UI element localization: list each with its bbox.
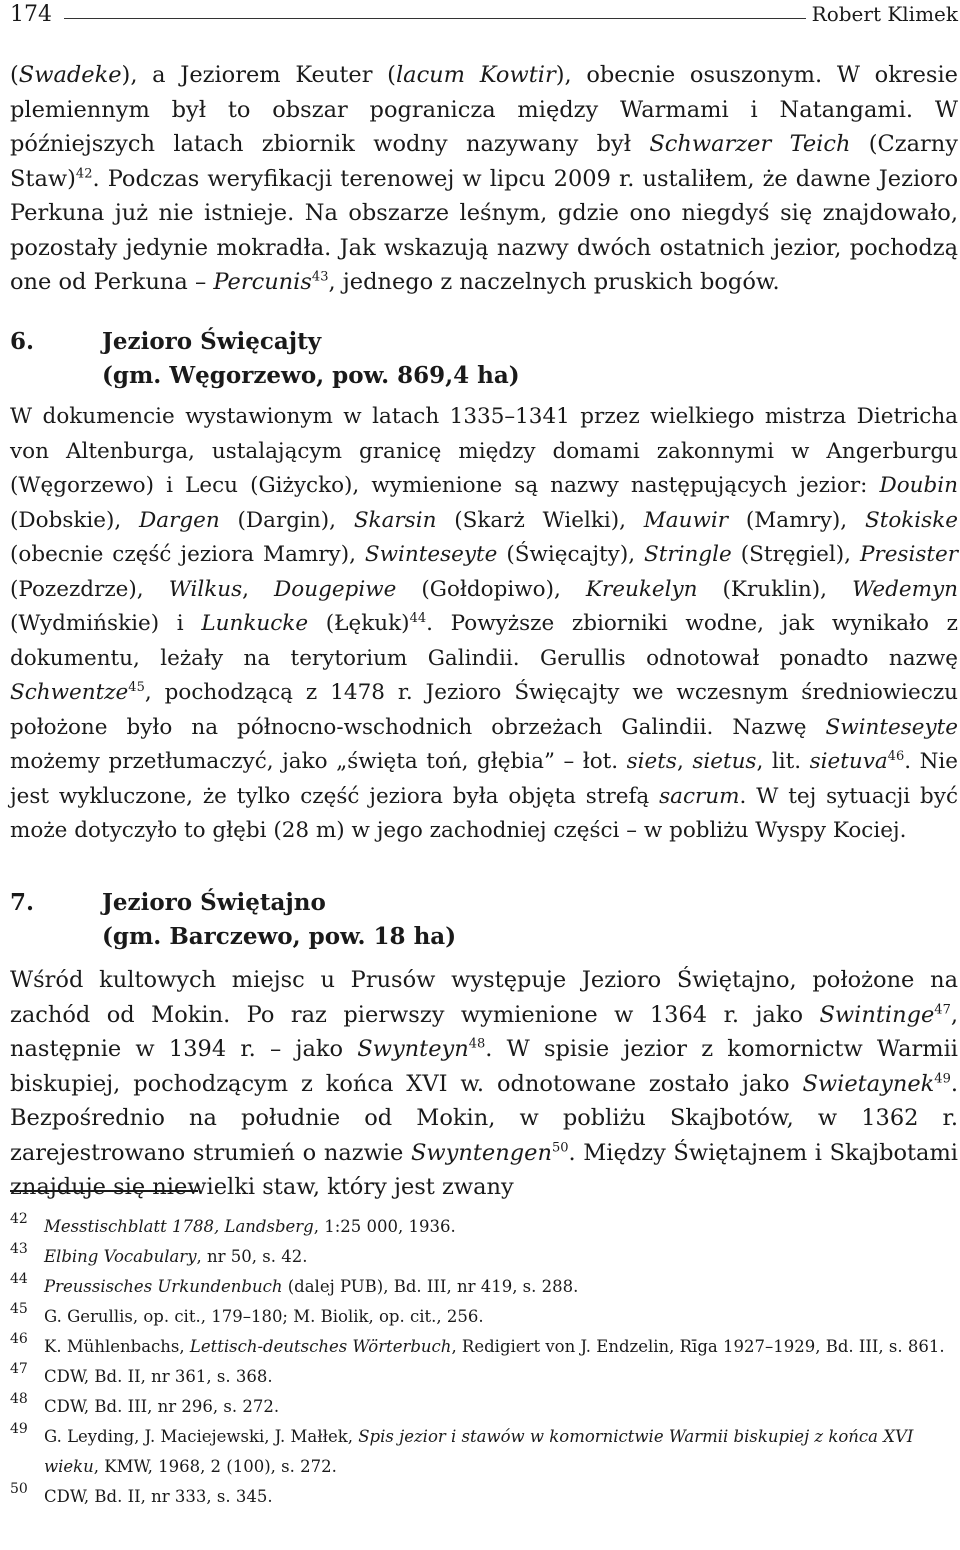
text: . Między Świętajnem i Skajbotami znajduje się niewielki staw, który jest zwany (10, 1139, 958, 1200)
footnote-number: 49 (10, 1421, 28, 1437)
footnote-text: G. Gerullis, op. cit., 179–180; M. Biolik, op. cit., 256. (44, 1307, 484, 1326)
text: (obecnie część jeziora Mamry), (10, 542, 365, 567)
text: . W spisie jezior z komornictw Warmii biskupiej, pochodzącym z końca XVI w. odnotowane zostało jako (10, 1036, 959, 1097)
italic-name: siets (626, 749, 677, 774)
italic-name: Lunkucke (201, 611, 309, 636)
italic-name: Wedemyn (852, 576, 959, 602)
text: . Nie jest wykluczone, że tylko część jeziora była objęta strefą (10, 749, 958, 809)
footnote-italic: Messtischblatt 1788, Landsberg (44, 1217, 314, 1236)
text: (Dargin), (219, 507, 354, 533)
footnote (10, 1272, 958, 1302)
text: (Czarny Staw) (10, 131, 958, 192)
footnote-text: G. Leyding, J. Maciejewski, J. Małłek, (44, 1427, 359, 1446)
text: , (676, 749, 693, 774)
paragraph-perkun (10, 58, 958, 300)
footnote-number: 44 (10, 1271, 28, 1287)
section-heading-7 (10, 886, 958, 954)
footnote-number: 50 (10, 1481, 28, 1497)
footnote (10, 1242, 958, 1272)
footnote-ref: 46 (887, 748, 905, 764)
text: możemy przetłumaczyć, jako „święta toń, głębia” – łot. (10, 749, 627, 774)
italic-name: sietus (692, 749, 757, 774)
footnote (10, 1332, 958, 1362)
footnote (10, 1482, 958, 1512)
footnote-number: 42 (10, 1211, 28, 1227)
italic-name: Schwarzer Teich (649, 131, 851, 157)
text: ), a Jeziorem Keuter ( (121, 62, 396, 88)
footnote-ref: 49 (934, 1071, 951, 1086)
footnote-italic: Spis jezior i stawów w komornictwie Warmii biskupiej z końca XVI wieku (44, 1427, 914, 1476)
text: (Stręgiel), (731, 542, 860, 567)
footnote-ref: 47 (934, 1002, 951, 1017)
footnote-ref: 45 (128, 679, 145, 695)
running-header (10, 2, 958, 32)
italic-name: sacrum (659, 783, 740, 809)
footnote-separator (10, 1190, 198, 1192)
footnote (10, 1302, 958, 1332)
italic-name: Schwentze (10, 680, 129, 705)
italic-name: Dougepiwe (274, 576, 397, 602)
italic-name: Percunis (213, 269, 312, 295)
page-number: 174 (10, 2, 52, 27)
footnote-text: CDW, Bd. II, nr 333, s. 345. (44, 1487, 273, 1506)
text: (Kruklin), (697, 576, 853, 602)
text: , jednego z naczelnych pruskich bogów. (328, 269, 780, 295)
footnote-number: 43 (10, 1241, 28, 1257)
footnote-ref: 50 (551, 1140, 569, 1155)
text: (Wydmińskie) i (10, 611, 202, 636)
text: ( (10, 62, 19, 88)
text: . Powyższe zbiorniki wodne, jak wynikało z dokumentu, leżały na terytorium Galindii. Gerullis odnotował ponadto nazwę (10, 611, 958, 671)
footnote-number: 47 (10, 1361, 28, 1377)
footnote-text: (dalej PUB), Bd. III, nr 419, s. 288. (282, 1277, 579, 1296)
italic-name: Swadeke (18, 62, 122, 88)
italic-name: lacum Kowtir (395, 62, 556, 88)
section-subtitle: (gm. Barczewo, pow. 18 ha) (102, 923, 457, 950)
footnote-ref: 44 (409, 610, 427, 626)
paragraph-swietajno (10, 963, 958, 1205)
section-subtitle: (gm. Węgorzewo, pow. 869,4 ha) (102, 362, 520, 389)
italic-name: Wilkus (168, 576, 243, 602)
text: (Dobskie), (10, 507, 140, 533)
section-title: Jezioro Święcajty (102, 328, 322, 355)
text: , pochodzącą z 1478 r. Jezioro Święcajty we wczesnym średniowieczu położone było na północno-wschodnich obrzeżach Galindii. Nazwę (10, 680, 958, 740)
text: , lit. (756, 749, 810, 774)
section-title: Jezioro Świętajno (102, 889, 326, 916)
section-number: 6. (10, 328, 35, 355)
running-author: Robert Klimek (811, 2, 958, 26)
text: Wśród kultowych miejsc u Prusów występuje Jezioro Świętajno, położone na zachód od Mokin. Po raz pierwszy wymienione w 1364 r. jako (10, 967, 958, 1028)
text: (Łękuk) (308, 611, 410, 636)
section-number: 7. (10, 889, 35, 916)
footnote-text: , KMW, 1968, 2 (100), s. 272. (93, 1457, 337, 1476)
footnote-text: K. Mühlenbachs, (44, 1337, 190, 1356)
footnote (10, 1212, 958, 1242)
footnote-italic: Preussisches Urkundenbuch (44, 1277, 283, 1296)
footnote-ref: 43 (311, 269, 329, 285)
italic-name: Stokiske (864, 507, 958, 533)
footnotes (10, 1212, 958, 1512)
italic-name: Swietaynek (802, 1070, 935, 1097)
footnote-text: , nr 50, s. 42. (196, 1247, 308, 1266)
footnote-ref: 42 (75, 166, 93, 181)
italic-name: Swinteseyte (364, 542, 498, 567)
text: . Podczas weryfikacji terenowej w lipcu 2009 r. ustaliłem, że dawne Jezioro Perkuna już nie istnieje. Na obszarze leśnym, gdzie ono niegdyś się znajdowało, pozostały jedynie mokradła. Jak wskazują nazwy dwóch ostatnich jezior, pochodzą one od Perkuna – (10, 165, 958, 295)
italic-name: sietuva (809, 749, 888, 774)
text: , następnie w 1394 r. – jako (10, 1001, 958, 1062)
italic-name: Kreukelyn (585, 576, 698, 602)
italic-name: Swinteseyte (825, 714, 958, 740)
italic-name: Doubin (879, 473, 958, 498)
text: (Mamry), (728, 507, 865, 533)
footnote-number: 46 (10, 1331, 28, 1347)
footnote (10, 1392, 958, 1422)
text: . Bezpośrednio na południe od Mokin, w pobliżu Skajbotów, w 1362 r. zarejestrowano strumień o nazwie (10, 1070, 958, 1166)
text: ), obecnie osuszonym. W okresie plemiennym był to obszar pogranicza między Warmami i Natangami. W późniejszych latach zbiornik wodny nazywany był (10, 62, 958, 157)
italic-name: Swynteyn (357, 1036, 469, 1062)
text: W dokumencie wystawionym w latach 1335–1341 przez wielkiego mistrza Dietricha von Altenburga, ustalającym granicę między domami zakonnymi w Angerburgu (Węgorzewo) i Lecu (Giżycko), wymienione są nazwy następujących jezior: (10, 404, 958, 498)
text: (Pozezdrze), (10, 576, 169, 602)
footnote (10, 1422, 958, 1482)
text: , (242, 576, 275, 602)
footnote-text: CDW, Bd. III, nr 296, s. 272. (44, 1397, 280, 1416)
text: . W tej sytuacji być może dotyczyło to głębi (28 m) w jego zachodniej części – w pobliżu Wyspy Kociej. (10, 783, 958, 843)
italic-name: Mauwir (643, 507, 729, 533)
italic-name: Stringle (644, 542, 732, 567)
footnote-italic: Lettisch-deutsches Wörterbuch (189, 1337, 452, 1356)
footnote-text: , Redigiert von J. Endzelin, Rīga 1927–1929, Bd. III, s. 861. (451, 1337, 945, 1356)
text: (Święcajty), (497, 542, 645, 567)
italic-name: Swyntengen (411, 1139, 552, 1166)
header-rule (64, 18, 806, 19)
footnote-italic: Elbing Vocabulary (44, 1247, 197, 1266)
footnote-text: CDW, Bd. II, nr 361, s. 368. (44, 1367, 273, 1386)
footnote-ref: 48 (468, 1036, 486, 1052)
footnote (10, 1362, 958, 1392)
text: (Skarż Wielki), (436, 507, 644, 533)
footnote-number: 45 (10, 1301, 28, 1317)
footnote-text: , 1:25 000, 1936. (313, 1217, 456, 1236)
italic-name: Dargen (139, 507, 220, 533)
section-heading-6 (10, 325, 958, 393)
italic-name: Swintinge (819, 1001, 935, 1028)
italic-name: Presister (859, 542, 959, 567)
text: (Gołdopiwo), (396, 576, 586, 602)
italic-name: Skarsin (353, 507, 437, 533)
footnote-number: 48 (10, 1391, 28, 1407)
paragraph-swiecajty (10, 400, 958, 849)
